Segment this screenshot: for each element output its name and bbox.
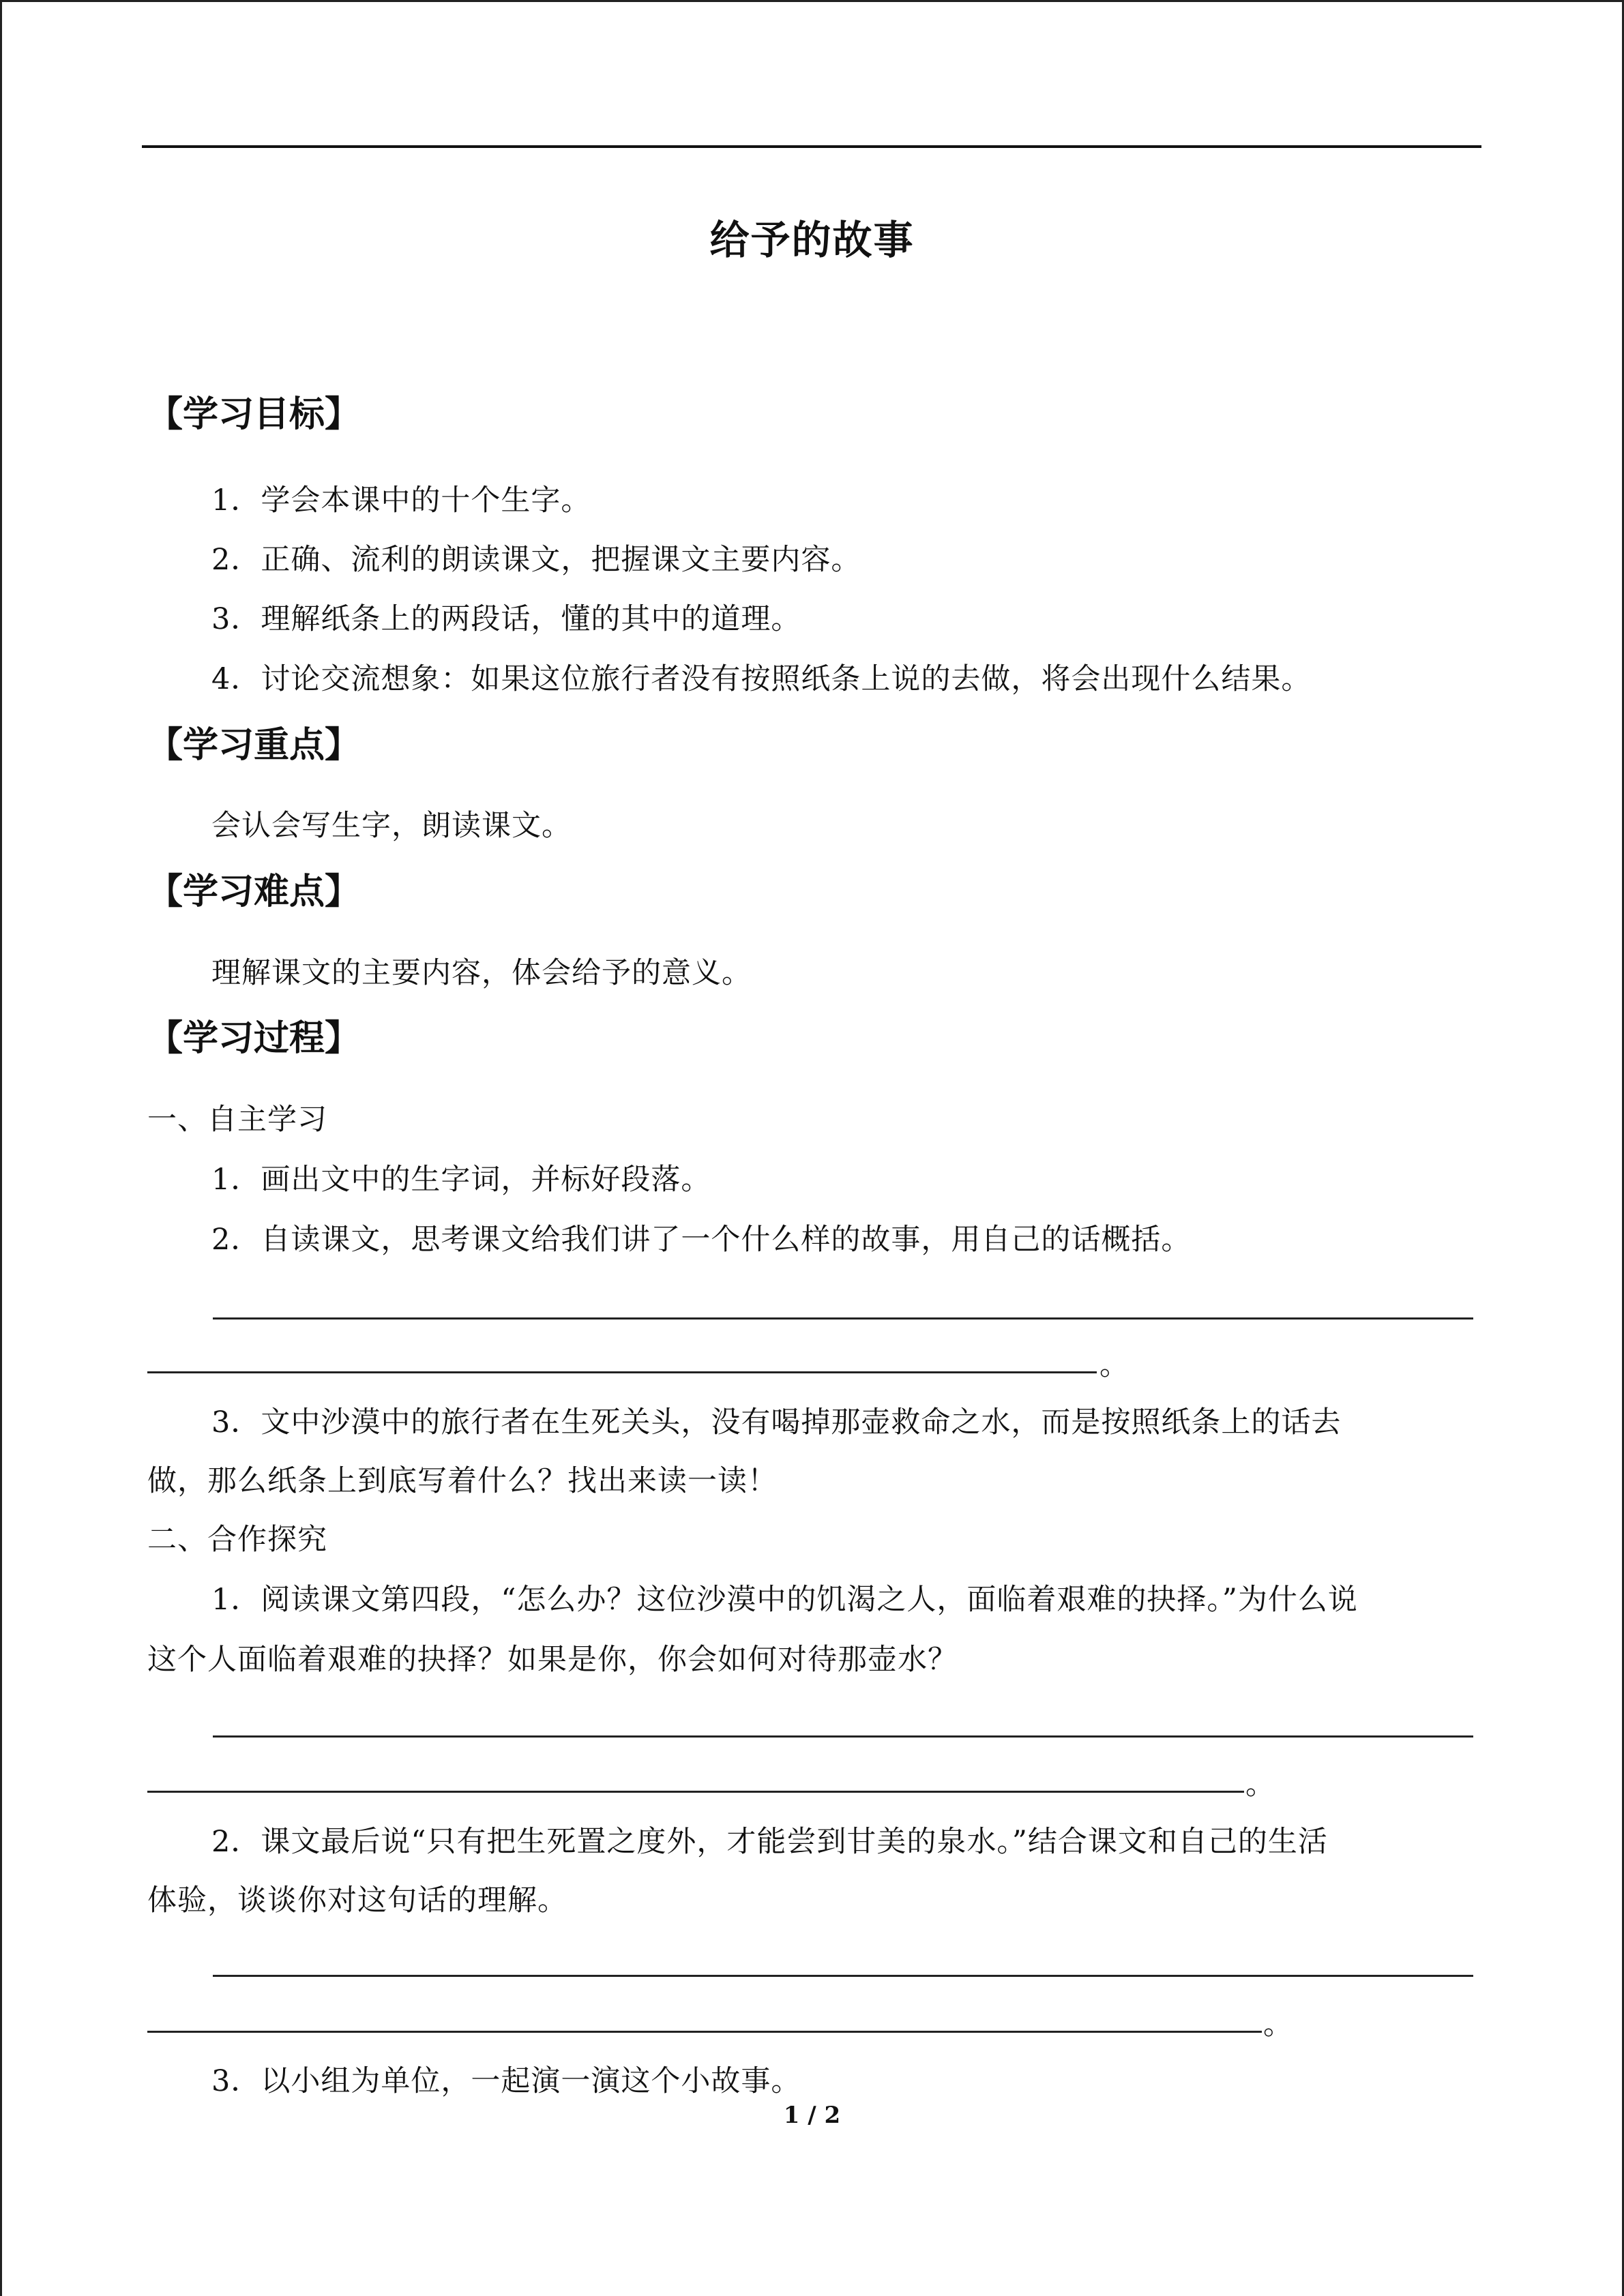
goals-heading: 【学习目标】 (147, 394, 361, 435)
difficulty-heading: 【学习难点】 (147, 871, 361, 912)
page-number: 1 / 2 (783, 2102, 841, 2129)
answer-blank[interactable] (213, 1735, 1473, 1738)
goal-item: 2．正确、流利的朗读课文，把握课文主要内容。 (211, 543, 861, 577)
part2-question-1-line-2: 这个人面临着艰难的抉择？如果是你，你会如何对待那壶水？ (147, 1643, 958, 1677)
goal-item: 4．讨论交流想象：如果这位旅行者没有按照纸条上说的去做，将会出现什么结果。 (211, 662, 1312, 696)
part1-heading: 一、自主学习 (147, 1103, 327, 1137)
part2-question-1-line-1: 1．阅读课文第四段，“怎么办？这位沙漠中的饥渴之人，面临着艰难的抉择。”为什么说 (211, 1583, 1358, 1617)
answer-period: 。 (1263, 2008, 1293, 2042)
part1-question-1: 1．画出文中的生字词，并标好段落。 (211, 1163, 711, 1197)
answer-blank[interactable] (213, 1317, 1473, 1320)
answer-blank[interactable] (147, 1371, 1097, 1373)
document-title: 给予的故事 (709, 217, 915, 263)
page-border-left (0, 0, 2, 2296)
part1-question-2: 2．自读课文，思考课文给我们讲了一个什么样的故事，用自己的话概括。 (211, 1223, 1192, 1257)
goal-item: 1．学会本课中的十个生字。 (211, 483, 591, 518)
focus-text: 会认会写生字，朗读课文。 (211, 809, 572, 843)
part2-question-2-line-1: 2．课文最后说“只有把生死置之度外，才能尝到甘美的泉水。”结合课文和自己的生活 (211, 1825, 1328, 1859)
difficulty-text: 理解课文的主要内容，体会给予的意义。 (211, 956, 752, 990)
part1-question-3-line-2: 做，那么纸条上到底写着什么？找出来读一读！ (147, 1464, 778, 1498)
answer-blank[interactable] (213, 1975, 1473, 1977)
part2-heading: 二、合作探究 (147, 1523, 327, 1557)
header-rule (142, 145, 1481, 148)
focus-heading: 【学习重点】 (147, 725, 361, 766)
answer-blank[interactable] (147, 1791, 1244, 1793)
answer-period: 。 (1245, 1768, 1275, 1802)
goal-item: 3．理解纸条上的两段话，懂的其中的道理。 (211, 602, 801, 636)
part2-question-3: 3．以小组为单位，一起演一演这个小故事。 (211, 2064, 801, 2098)
process-heading: 【学习过程】 (147, 1018, 361, 1059)
part1-question-3-line-1: 3．文中沙漠中的旅行者在生死关头，没有喝掉那壶救命之水，而是按照纸条上的话去 (211, 1405, 1342, 1440)
page-border-top (0, 0, 1624, 2)
answer-period: 。 (1099, 1348, 1129, 1382)
answer-blank[interactable] (147, 2031, 1262, 2033)
part2-question-2-line-2: 体验，谈谈你对这句话的理解。 (147, 1883, 567, 1918)
